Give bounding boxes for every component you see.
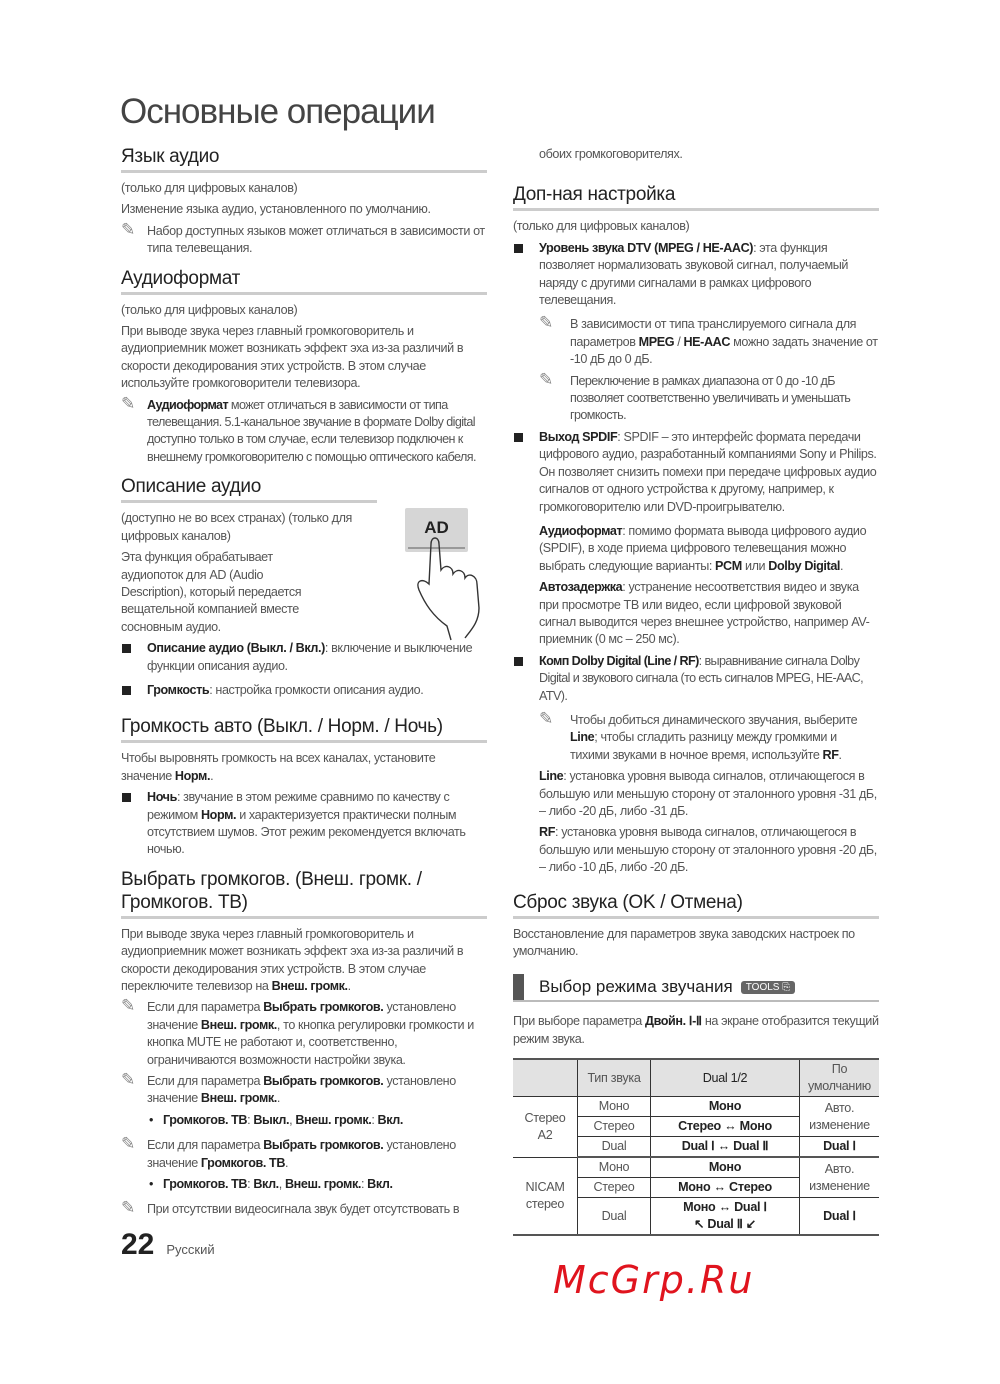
text: Восстановление для параметров звука заводских настроек по умолчанию. <box>513 926 855 959</box>
paragraph <box>513 926 879 961</box>
bullet-item <box>513 429 879 516</box>
note <box>121 999 487 1069</box>
sound-type: Dual <box>578 1137 651 1158</box>
section-audio-language <box>121 145 487 258</box>
text: : <box>360 1177 368 1192</box>
text: . <box>840 558 844 573</box>
bold-text: Громкогов. ТВ <box>163 1177 248 1192</box>
text: на экране отобразится текущий режим звука. <box>513 1014 879 1046</box>
text: Описание аудио <box>121 476 261 498</box>
page-title: Основные операции <box>120 92 435 131</box>
ad-button-label: AD <box>424 518 449 538</box>
text: , то кнопка регулировки громкости и кнопка MUTE не работают и, соответственно, ограничиваются возможности настройки звука. <box>147 1017 474 1067</box>
text: Эта функция обрабатывает аудиопоток для AD (Audio Description), который передается вещательной компанией вместе сосновным аудио. <box>121 550 302 634</box>
paragraph <box>513 1013 879 1048</box>
section-heading <box>121 267 487 295</box>
text: Чтобы выровнять громкость на всех каналах, установите значение <box>121 751 436 783</box>
text: . <box>276 1091 281 1106</box>
heading-bar <box>513 974 524 1000</box>
sound-mode-text <box>513 1013 879 1048</box>
text: : настройка громкости описания аудио. <box>209 682 424 697</box>
note <box>121 223 487 258</box>
header-default: По умолчанию <box>800 1059 880 1097</box>
text: : SPDIF – это интерфейс формата передачи цифрового аудио, разработанный компаниями Sony и Philips. Он позволяет снизить помехи при передаче цифровых аудио сигналов от одного устройства к другому, например, к громкоговорителю или DVD-проигрывателю. <box>539 429 877 514</box>
bullet-item <box>513 240 879 310</box>
text: , <box>289 1112 296 1127</box>
section-audio-description <box>121 475 487 699</box>
dual-value: Моно <box>651 1157 800 1178</box>
sound-mode-heading <box>513 974 879 1002</box>
text: Громкость авто (Выкл. / Норм. / Ночь) <box>121 716 443 738</box>
section-speaker-select <box>121 868 487 1219</box>
group-name: Стерео A2 <box>513 1097 578 1158</box>
bold-text: Ночь <box>147 790 177 805</box>
page-language: Русский <box>166 1241 215 1257</box>
text: . <box>210 768 214 783</box>
text: : <box>371 1112 378 1127</box>
text: установлено значение <box>147 1000 456 1032</box>
paragraph <box>121 201 487 218</box>
section-sound-reset <box>513 891 879 961</box>
sound-type: Стерео <box>578 1178 651 1198</box>
text: установлено значение <box>147 1074 456 1106</box>
bold-text: Line <box>570 730 595 745</box>
text: : эта функция позволяет нормализовать звуковой сигнал, получаемый наряду с другими сигналами в рамках цифрового телевещания. <box>539 240 849 308</box>
continued-text <box>513 146 879 163</box>
note <box>121 1201 487 1218</box>
section-heading <box>121 715 487 743</box>
bold-text: Выбрать громкогов. <box>263 1138 384 1153</box>
bold-text: Выкл. <box>253 1112 290 1127</box>
text: При отсутствии видеосигнала звук будет отсутствовать в <box>147 1202 460 1217</box>
text: , <box>278 1177 285 1192</box>
note <box>121 1073 487 1108</box>
section-heading <box>121 868 487 919</box>
section-additional-settings <box>513 183 879 876</box>
header-sound-type: Тип звука <box>578 1059 651 1097</box>
text: Выбрать громкогов. (Внеш. громк. / Громкогов. ТВ) <box>121 868 422 913</box>
bold-text: Автозадержка <box>539 580 623 595</box>
text: (только для цифровых каналов) <box>121 302 298 317</box>
bold-text: Аудиоформат <box>147 397 229 412</box>
bullet-item <box>121 789 487 859</box>
bold-text: Внеш. громк. <box>284 1177 361 1192</box>
ad-button-illustration <box>405 508 490 648</box>
sub-paragraph <box>513 146 879 163</box>
text: Если для параметра <box>147 1000 264 1015</box>
default-value: Dual Ⅰ <box>800 1137 880 1158</box>
text: (доступно не во всех странах) (только для цифровых каналов) <box>121 511 352 543</box>
text: Аудиоформат <box>121 267 240 289</box>
bold-text: MPEG <box>638 334 675 349</box>
table-row <box>513 1157 879 1178</box>
text: : выравнивание сигнала Dolby Digital и звукового сигнала (то есть сигналов MPEG, HE-AAC, ATV). <box>539 653 864 703</box>
section-heading <box>513 891 879 919</box>
dual-value: Моно ↔ Dual Ⅰ ↖ Dual Ⅱ ↙ <box>651 1198 800 1236</box>
bold-text: RF <box>539 825 555 840</box>
bold-text: PCM <box>715 558 742 573</box>
sub-paragraph <box>513 579 879 649</box>
bold-text: Уровень звука DTV (MPEG / HE-AAC) <box>539 240 754 255</box>
bold-text: Вкл. <box>377 1112 403 1127</box>
text: В зависимости от типа транслируемого сигнала для параметров <box>570 317 857 349</box>
bullet-item <box>513 653 879 705</box>
text: Сброс звука (OK / Отмена) <box>513 891 743 913</box>
section-heading <box>121 475 377 503</box>
text: Язык аудио <box>121 146 220 167</box>
bullet-item <box>121 682 487 699</box>
note <box>513 373 879 425</box>
bold-text: Вкл. <box>367 1177 393 1192</box>
bold-text: Норм. <box>200 807 237 822</box>
left-column <box>121 145 487 1262</box>
note <box>513 712 879 764</box>
bold-text: Аудиоформат <box>539 523 623 538</box>
text: может отличаться в зависимости от типа телевещания. 5.1-канальное звучание в формате Dolby digital доступно только в том случае, если телевизор подключен к внешнему громкоговорителю с помощью оптического кабеля. <box>147 397 476 464</box>
text: Если для параметра <box>147 1138 264 1153</box>
text: или <box>741 558 769 573</box>
text: обоих громкоговорителях. <box>539 147 683 161</box>
text: : установка уровня вывода сигналов, отличающегося в большую или меньшую сторону от эталонного уровня -20 дБ, – либо -10 дБ, либо -20 дБ. <box>539 825 877 875</box>
section-auto-volume <box>121 715 487 858</box>
header-dual: Dual 1/2 <box>651 1059 800 1097</box>
paragraph <box>121 180 487 197</box>
paragraph <box>121 549 326 636</box>
header-empty <box>513 1059 578 1097</box>
text: При выборе параметра <box>513 1014 646 1029</box>
text: : <box>247 1112 254 1127</box>
sound-type: Стерео <box>578 1117 651 1137</box>
sound-type: Dual <box>578 1198 651 1236</box>
default-value: Dual Ⅰ <box>800 1198 880 1236</box>
default-value: Авто. изменение <box>800 1097 880 1137</box>
default-value: Авто. изменение <box>800 1157 880 1198</box>
table-header-row <box>513 1059 879 1097</box>
section-audio-format <box>121 267 487 467</box>
bold-text: Описание аудио (Выкл. / Вкл.) <box>147 641 325 656</box>
text: При выводе звука через главный громкоговоритель и аудиоприемник может возникать эффект эха из-за различий в скорости декодирования этих устройств. В этом случае переключите телевизор на <box>121 926 464 993</box>
text: : звучание в этом режиме сравнимо по качеству с режимом <box>147 790 450 822</box>
bold-text: Выход SPDIF <box>539 429 618 444</box>
bold-text: Выбрать громкогов. <box>263 1000 384 1015</box>
paragraph <box>121 323 487 393</box>
bold-text: HE-AAC <box>683 334 731 349</box>
paragraph <box>121 302 487 319</box>
sub-paragraph <box>513 824 879 876</box>
sound-type: Моно <box>578 1097 651 1117</box>
dual-value: Моно ↔ Стерео <box>651 1178 800 1198</box>
sound-mode-table <box>513 1058 879 1236</box>
sound-type: Моно <box>578 1157 651 1178</box>
dual-value: Моно <box>651 1097 800 1117</box>
group-name: NICAM стерео <box>513 1157 578 1235</box>
text: . <box>838 747 842 762</box>
sub-paragraph <box>513 523 879 575</box>
text: : установка уровня вывода сигналов, отличающегося в большую или меньшую сторону от эталонного уровня -31 дБ, – либо -20 дБ, либо -31 дБ. <box>539 769 877 818</box>
right-column <box>513 146 879 1302</box>
table-row <box>513 1097 879 1117</box>
watermark: McGrp.Ru <box>553 1258 755 1303</box>
bold-text: Line <box>539 769 564 784</box>
page-number: 22 <box>121 1227 155 1261</box>
bold-text: Внеш. громк. <box>271 979 348 993</box>
text: Чтобы добиться динамического звучания, выберите <box>570 712 858 727</box>
bold-text: Громкогов. ТВ <box>200 1155 286 1170</box>
bold-text: Внеш. громк. <box>200 1091 277 1106</box>
text: (только для цифровых каналов) <box>513 219 690 234</box>
page-footer <box>121 1228 487 1262</box>
note <box>121 1137 487 1172</box>
bold-text: Внеш. громк. <box>200 1017 277 1032</box>
text: . <box>285 1155 289 1170</box>
text: / <box>674 334 684 349</box>
text: Доп-ная настройка <box>513 184 676 206</box>
bold-text: Комп Dolby Digital (Line / RF) <box>539 653 699 668</box>
text: установлено значение <box>147 1138 456 1170</box>
text: ; чтобы сгладить разницу между громкими и тихими звуками в ночное время, используйте <box>570 730 837 762</box>
paragraph <box>513 218 879 235</box>
bold-text: Громкость <box>147 682 210 697</box>
paragraph <box>121 750 487 785</box>
bold-text: Двойн. Ⅰ-Ⅱ <box>645 1014 702 1029</box>
text: : включение и выключение функции описания аудио. <box>147 641 473 673</box>
text: Набор доступных языков может отличаться в зависимости от типа телевещания. <box>147 223 485 256</box>
section-heading <box>121 145 487 173</box>
sound-mode-title: Выбор режима звучания <box>539 977 733 997</box>
bold-text: Вкл. <box>253 1177 279 1192</box>
paragraph <box>121 926 487 996</box>
text: и характеризуется практически полным отсутствием шумов. Этот режим рекомендуется включать ночью. <box>147 807 466 857</box>
text: : устранение несоответствия видео и звука при просмотре ТВ или видео, если цифровой звуковой сигнал выводится через внешнее устройство, например AV-приемник (0 мс – 250 мс). <box>539 580 870 647</box>
dual-value: Стерео ↔ Моно <box>651 1117 800 1137</box>
dot-item <box>121 1176 487 1193</box>
sub-paragraph <box>513 768 879 820</box>
dot-item <box>121 1112 487 1129</box>
bold-text: Норм. <box>174 768 211 783</box>
text: . <box>347 979 351 993</box>
bold-text: Громкогов. ТВ <box>163 1112 248 1127</box>
tools-badge: TOOLS ⎘ <box>741 981 796 994</box>
text: : помимо формата вывода цифрового аудио (SPDIF), в ходе приема цифрового телевещания можно выбрать следующие варианты: <box>539 523 867 573</box>
note <box>513 316 879 368</box>
text: можно задать значение от -10 дБ до 0 дБ. <box>570 334 878 367</box>
bold-text: Dolby Digital <box>768 558 841 573</box>
text: : <box>247 1177 254 1192</box>
section-sound-mode <box>513 974 879 1048</box>
bold-text: Выбрать громкогов. <box>263 1074 384 1089</box>
paragraph <box>121 510 377 545</box>
text: При выводе звука через главный громкоговоритель и аудиоприемник может возникать эффект эха из-за различий в скорости декодирования этих устройств. В этом случае используйте громкоговорители телевизора. <box>121 324 464 391</box>
dual-value: Dual Ⅰ ↔ Dual Ⅱ <box>651 1137 800 1158</box>
text: Если для параметра <box>147 1074 264 1089</box>
note <box>121 397 487 467</box>
text: Изменение языка аудио, установленного по умолчанию. <box>121 202 431 217</box>
section-heading <box>513 183 879 211</box>
text: Переключение в рамках диапазона от 0 до -10 дБ позволяет соответственно увеличивать и уменьшать громкость. <box>570 373 851 423</box>
text: (только для цифровых каналов) <box>121 181 298 195</box>
bold-text: Внеш. громк. <box>295 1112 372 1127</box>
bold-text: RF <box>822 747 839 762</box>
